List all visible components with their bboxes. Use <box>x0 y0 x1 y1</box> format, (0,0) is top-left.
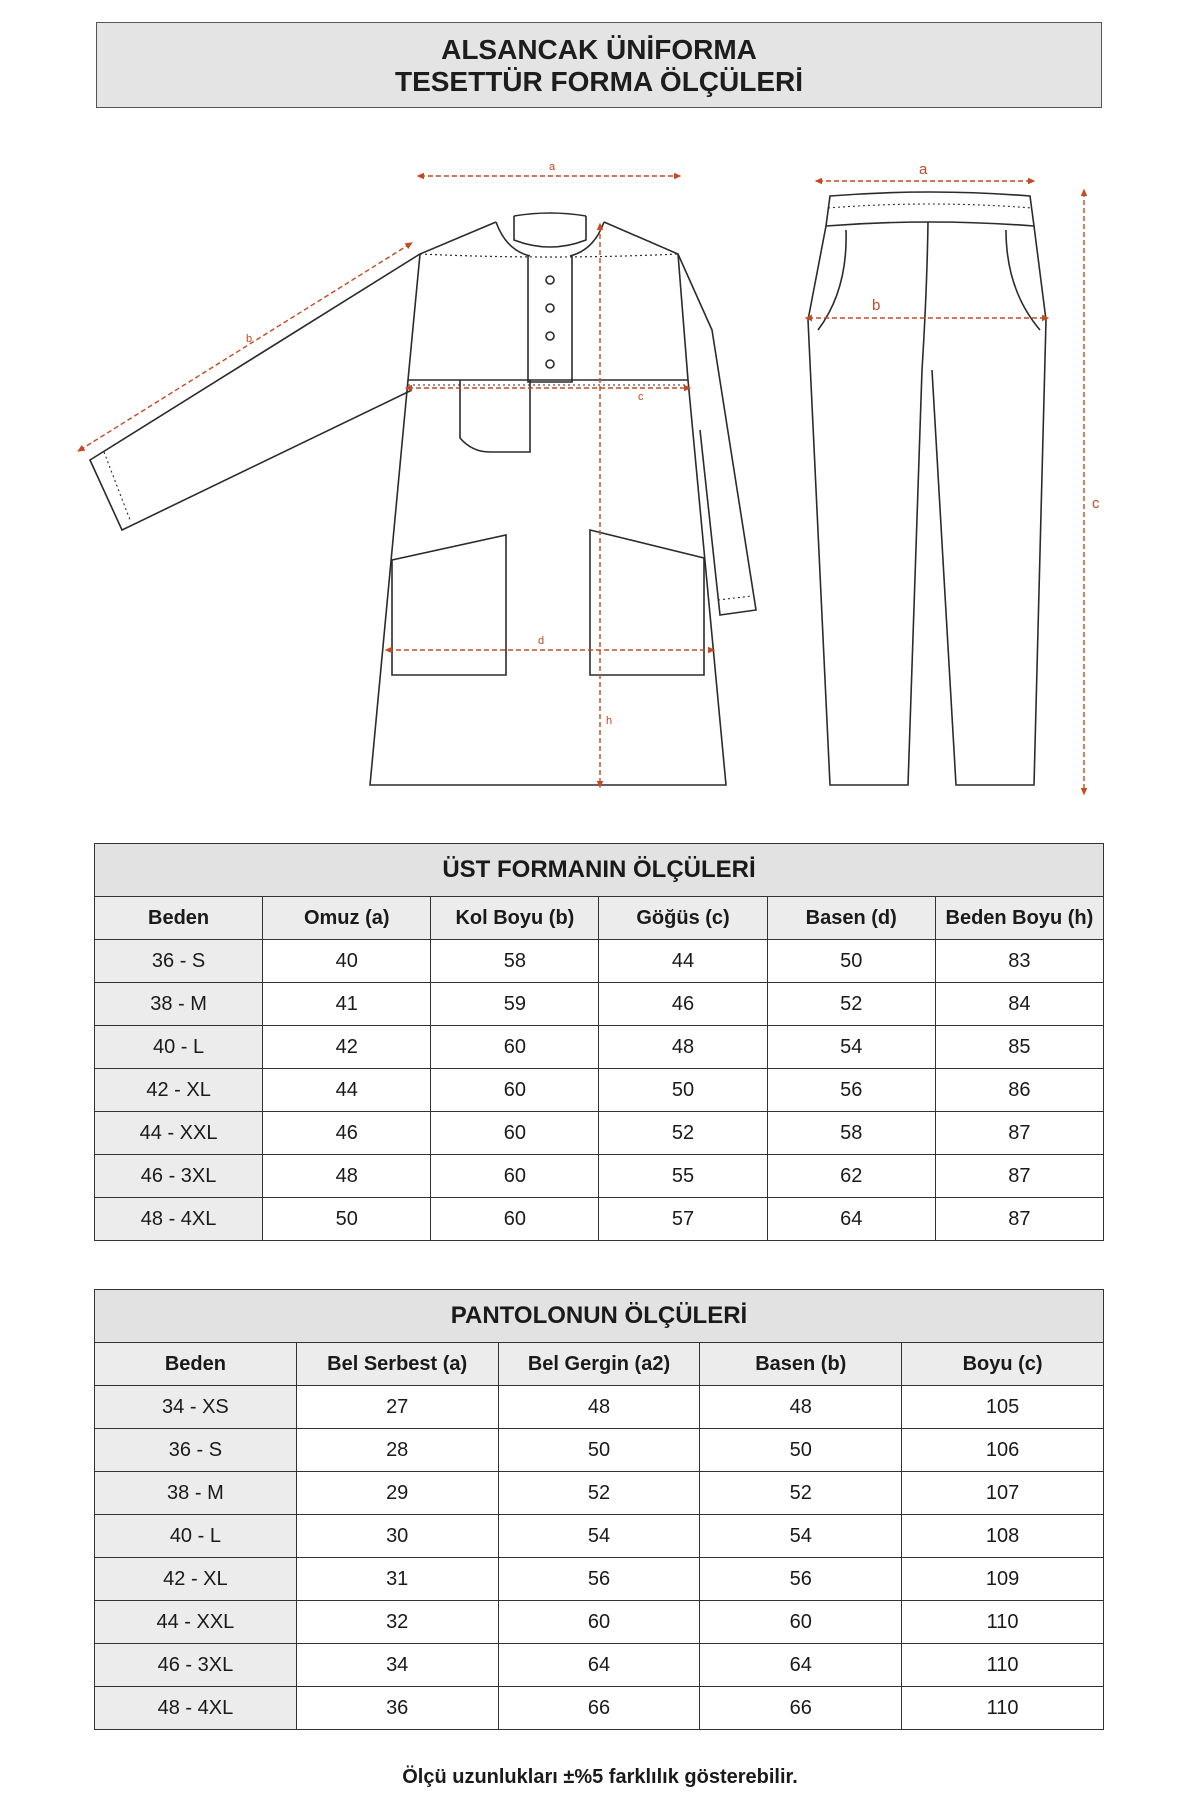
value-cell: 28 <box>296 1429 498 1472</box>
title-box <box>96 22 1102 108</box>
value-cell: 55 <box>599 1155 767 1198</box>
pants-table-row <box>95 1687 1104 1730</box>
value-cell: 46 <box>599 983 767 1026</box>
top-table-row <box>95 983 1104 1026</box>
top-table-title: ÜST FORMANIN ÖLÇÜLERİ <box>95 844 1104 897</box>
value-cell: 30 <box>296 1515 498 1558</box>
value-cell: 52 <box>599 1112 767 1155</box>
value-cell: 60 <box>431 1069 599 1112</box>
value-cell: 87 <box>935 1112 1103 1155</box>
pants-table-row <box>95 1558 1104 1601</box>
value-cell: 109 <box>902 1558 1104 1601</box>
value-cell: 108 <box>902 1515 1104 1558</box>
value-cell: 110 <box>902 1644 1104 1687</box>
dim-label-hem: d <box>538 635 545 647</box>
value-cell: 66 <box>700 1687 902 1730</box>
dim-label-chest: c <box>638 391 644 403</box>
value-cell: 46 <box>263 1112 431 1155</box>
value-cell: 56 <box>767 1069 935 1112</box>
value-cell: 54 <box>700 1515 902 1558</box>
pants-col-header: Bel Serbest (a) <box>296 1343 498 1386</box>
top-col-header: Basen (d) <box>767 897 935 940</box>
value-cell: 50 <box>700 1429 902 1472</box>
value-cell: 52 <box>498 1472 700 1515</box>
pants-table-row <box>95 1429 1104 1472</box>
value-cell: 40 <box>263 940 431 983</box>
pants-table-row <box>95 1644 1104 1687</box>
value-cell: 64 <box>498 1644 700 1687</box>
value-cell: 41 <box>263 983 431 1026</box>
value-cell: 42 <box>263 1026 431 1069</box>
size-cell: 36 - S <box>95 1429 297 1472</box>
size-cell: 40 - L <box>95 1515 297 1558</box>
size-cell: 46 - 3XL <box>95 1155 263 1198</box>
value-cell: 50 <box>498 1429 700 1472</box>
top-table-row <box>95 940 1104 983</box>
size-cell: 36 - S <box>95 940 263 983</box>
top-table-row <box>95 1198 1104 1241</box>
pants-table-body <box>95 1386 1104 1730</box>
value-cell: 86 <box>935 1069 1103 1112</box>
pants-table-title: PANTOLONUN ÖLÇÜLERİ <box>95 1290 1104 1343</box>
size-cell: 42 - XL <box>95 1069 263 1112</box>
pants-size-table <box>94 1289 1104 1730</box>
value-cell: 48 <box>263 1155 431 1198</box>
tunic-dimensions <box>80 176 712 785</box>
size-cell: 44 - XXL <box>95 1112 263 1155</box>
value-cell: 87 <box>935 1198 1103 1241</box>
value-cell: 60 <box>431 1198 599 1241</box>
top-col-header: Kol Boyu (b) <box>431 897 599 940</box>
pants-table-row <box>95 1515 1104 1558</box>
value-cell: 50 <box>263 1198 431 1241</box>
pants-col-header: Beden <box>95 1343 297 1386</box>
value-cell: 107 <box>902 1472 1104 1515</box>
size-cell: 38 - M <box>95 1472 297 1515</box>
size-cell: 42 - XL <box>95 1558 297 1601</box>
value-cell: 54 <box>767 1026 935 1069</box>
value-cell: 48 <box>700 1386 902 1429</box>
pants-col-header: Basen (b) <box>700 1343 902 1386</box>
value-cell: 52 <box>767 983 935 1026</box>
size-cell: 46 - 3XL <box>95 1644 297 1687</box>
dim-label-length: h <box>606 715 613 727</box>
value-cell: 50 <box>599 1069 767 1112</box>
size-cell: 40 - L <box>95 1026 263 1069</box>
value-cell: 58 <box>431 940 599 983</box>
value-cell: 44 <box>263 1069 431 1112</box>
footnote: Ölçü uzunlukları ±%5 farklılık gösterebilir. <box>402 1766 798 1788</box>
value-cell: 52 <box>700 1472 902 1515</box>
value-cell: 110 <box>902 1687 1104 1730</box>
size-cell: 34 - XS <box>95 1386 297 1429</box>
dim-label-shoulder: a <box>549 161 556 173</box>
top-table-row <box>95 1069 1104 1112</box>
title-line-1: ALSANCAK ÜNİFORMA <box>441 34 757 65</box>
title-line-2: TESETTÜR FORMA ÖLÇÜLERİ <box>394 66 804 97</box>
size-cell: 48 - 4XL <box>95 1198 263 1241</box>
value-cell: 59 <box>431 983 599 1026</box>
value-cell: 56 <box>700 1558 902 1601</box>
pants-dim-label-length: c <box>1092 495 1100 512</box>
value-cell: 106 <box>902 1429 1104 1472</box>
pants-dim-label-waist: a <box>919 161 928 178</box>
value-cell: 60 <box>431 1112 599 1155</box>
value-cell: 29 <box>296 1472 498 1515</box>
garment-diagram <box>0 130 1200 810</box>
pants-table-row <box>95 1472 1104 1515</box>
value-cell: 57 <box>599 1198 767 1241</box>
value-cell: 36 <box>296 1687 498 1730</box>
value-cell: 62 <box>767 1155 935 1198</box>
pants-dimensions <box>808 181 1084 792</box>
pants-col-header: Bel Gergin (a2) <box>498 1343 700 1386</box>
dim-label-sleeve: b <box>246 333 253 345</box>
value-cell: 44 <box>599 940 767 983</box>
value-cell: 66 <box>498 1687 700 1730</box>
top-table-row <box>95 1026 1104 1069</box>
pants-dim-label-hip: b <box>872 297 881 314</box>
top-col-header: Beden <box>95 897 263 940</box>
top-table-row <box>95 1155 1104 1198</box>
value-cell: 32 <box>296 1601 498 1644</box>
pants-table-row <box>95 1386 1104 1429</box>
value-cell: 87 <box>935 1155 1103 1198</box>
value-cell: 84 <box>935 983 1103 1026</box>
value-cell: 60 <box>431 1026 599 1069</box>
value-cell: 60 <box>700 1601 902 1644</box>
size-cell: 48 - 4XL <box>95 1687 297 1730</box>
value-cell: 64 <box>700 1644 902 1687</box>
pants-table-row <box>95 1601 1104 1644</box>
top-table-body <box>95 940 1104 1241</box>
value-cell: 60 <box>498 1601 700 1644</box>
value-cell: 83 <box>935 940 1103 983</box>
pants-drawing <box>808 192 1046 785</box>
tunic-drawing <box>90 213 756 785</box>
value-cell: 27 <box>296 1386 498 1429</box>
size-cell: 44 - XXL <box>95 1601 297 1644</box>
value-cell: 48 <box>599 1026 767 1069</box>
value-cell: 48 <box>498 1386 700 1429</box>
value-cell: 60 <box>431 1155 599 1198</box>
pants-table-header-row <box>95 1343 1104 1386</box>
size-cell: 38 - M <box>95 983 263 1026</box>
top-table-header-row <box>95 897 1104 940</box>
top-size-table <box>94 843 1104 1241</box>
value-cell: 64 <box>767 1198 935 1241</box>
top-col-header: Omuz (a) <box>263 897 431 940</box>
value-cell: 34 <box>296 1644 498 1687</box>
top-table-row <box>95 1112 1104 1155</box>
value-cell: 85 <box>935 1026 1103 1069</box>
value-cell: 58 <box>767 1112 935 1155</box>
value-cell: 31 <box>296 1558 498 1601</box>
value-cell: 105 <box>902 1386 1104 1429</box>
value-cell: 50 <box>767 940 935 983</box>
value-cell: 110 <box>902 1601 1104 1644</box>
value-cell: 56 <box>498 1558 700 1601</box>
pants-col-header: Boyu (c) <box>902 1343 1104 1386</box>
value-cell: 54 <box>498 1515 700 1558</box>
top-col-header: Beden Boyu (h) <box>935 897 1103 940</box>
top-col-header: Göğüs (c) <box>599 897 767 940</box>
